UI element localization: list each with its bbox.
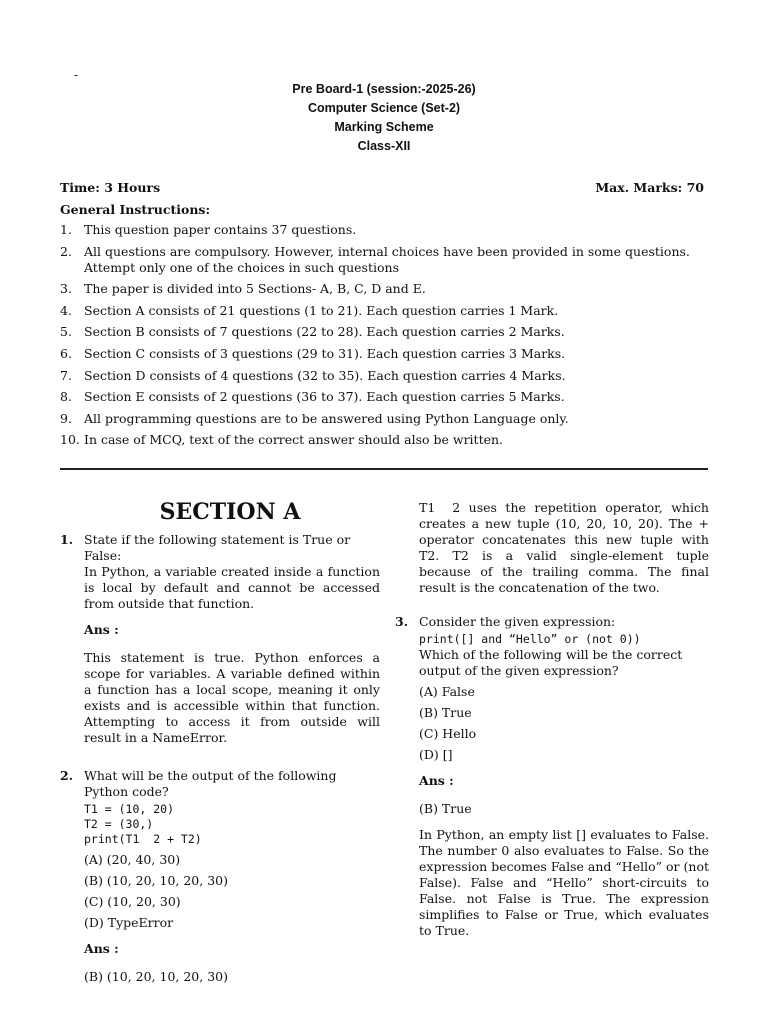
answer-explanation: In Python, an empty list [] evaluates to False. The number 0 also evaluates to False. So the expression becomes False and “Hello” or (not False). False and “Hello” short-circuits to False. not False is True. The expression simplifies to False or True, which evaluates to True. [419, 827, 709, 938]
question-text: Consider the given expression: [419, 614, 616, 629]
question-number: 3. [395, 614, 409, 629]
general-instructions-heading: General Instructions: [60, 202, 211, 217]
instruction-item [60, 389, 710, 405]
instruction-number: 4. [60, 302, 72, 318]
instruction-text: All questions are compulsory. However, internal choices have been provided in some questions. Attempt only one of the choices in such questions [84, 243, 690, 275]
instruction-item [60, 411, 710, 427]
question-number: 1. [60, 532, 74, 547]
instruction-number: 7. [60, 367, 72, 383]
question-text-2: Which of the following will be the correct output of the given expression? [419, 647, 683, 678]
option-a: (A) False [419, 684, 475, 699]
q2-explanation: T1 2 uses the repetition operator, which creates a new tuple (10, 20, 10, 20). The + operator concatenates this new tuple with T2. T2 is a valid single-element tuple because of the trailing comma. The final result is the concatenation of the two. [419, 500, 713, 595]
instruction-number: 3. [60, 281, 72, 297]
horizontal-divider [60, 468, 708, 470]
stray-dash-mark: - [74, 68, 79, 82]
instruction-number: 10. [60, 432, 80, 448]
instruction-item [60, 222, 710, 238]
instruction-number: 5. [60, 324, 72, 340]
option-d: (D) [] [419, 747, 453, 762]
question-statement: In Python, a variable created inside a function is local by default and cannot be accessed from outside that function. [84, 564, 380, 611]
instruction-number: 6. [60, 345, 72, 361]
question-number: 2. [60, 768, 74, 783]
code-line: print(T1 2 + T2) [84, 832, 202, 846]
instruction-item [60, 244, 710, 276]
exam-meta [60, 180, 706, 195]
instruction-text: The paper is divided into 5 Sections- A, B, C, D and E. [84, 281, 426, 297]
instructions-list [60, 222, 710, 454]
option-a: (A) (20, 40, 30) [84, 852, 181, 867]
option-c: (C) Hello [419, 726, 477, 741]
instruction-text: This question paper contains 37 questions. [84, 222, 357, 237]
instruction-text: In case of MCQ, text of the correct answer should also be written. [84, 432, 504, 448]
question-text: State if the following statement is True or False: [84, 532, 351, 563]
instruction-item [60, 368, 710, 384]
instruction-item [60, 281, 710, 297]
max-marks-label: Max. Marks: 70 [595, 180, 704, 195]
code-line: T1 = (10, 20) [84, 802, 175, 816]
left-column [60, 500, 380, 985]
instruction-text: Section E consists of 2 questions (36 to 37). Each question carries 5 Marks. [84, 389, 565, 405]
option-c: (C) (10, 20, 30) [84, 894, 181, 909]
instruction-text: Section D consists of 4 questions (32 to 35). Each question carries 4 Marks. [84, 367, 566, 383]
answer-label: Ans : [84, 622, 119, 637]
exam-title: Pre Board-1 (session:-2025-26) [292, 82, 476, 96]
answer-label: Ans : [84, 941, 119, 956]
option-d: (D) TypeError [84, 915, 174, 930]
instruction-number: 8. [60, 389, 72, 405]
option-b: (B) True [419, 705, 472, 720]
subject-title: Computer Science (Set-2) [307, 101, 461, 115]
code-line: print([] and “Hello” or (not 0)) [419, 632, 641, 646]
right-column [395, 500, 713, 939]
instruction-item [60, 346, 710, 362]
section-a-title: SECTION A [159, 499, 301, 525]
question-1 [60, 532, 380, 746]
answer-text: (B) (10, 20, 10, 20, 30) [84, 969, 228, 984]
option-b: (B) (10, 20, 10, 20, 30) [84, 873, 228, 888]
question-3 [395, 614, 709, 939]
code-line: T2 = (30,) [84, 817, 154, 831]
instruction-text: Section C consists of 3 questions (29 to 31). Each question carries 3 Marks. [84, 345, 566, 361]
instruction-text: All programming questions are to be answered using Python Language only. [84, 410, 569, 426]
instruction-text: Section A consists of 21 questions (1 to 21). Each question carries 1 Mark. [84, 302, 559, 318]
document-type: Marking Scheme [334, 120, 434, 134]
answer-text: This statement is true. Python enforces a scope for variables. A variable defined within a function has a local scope, meaning it only exists and is accessible within that function. Attempting to access it from outside will result in a NameError. [84, 650, 380, 745]
question-text: What will be the output of the following Python code? [84, 768, 337, 799]
answer-text: (B) True [419, 801, 472, 816]
instruction-number: 2. [60, 243, 72, 259]
instruction-number: 9. [60, 410, 72, 426]
code-block [84, 802, 380, 847]
answer-label: Ans : [419, 773, 454, 788]
instruction-item [60, 324, 710, 340]
instruction-item [60, 432, 710, 448]
instruction-item [60, 303, 710, 319]
question-2 [60, 768, 380, 985]
document-header [0, 80, 768, 156]
time-label: Time: 3 Hours [60, 180, 161, 195]
instruction-text: Section B consists of 7 questions (22 to 28). Each question carries 2 Marks. [84, 324, 565, 340]
instruction-number: 1. [60, 222, 72, 237]
class-label: Class-XII [357, 139, 411, 153]
